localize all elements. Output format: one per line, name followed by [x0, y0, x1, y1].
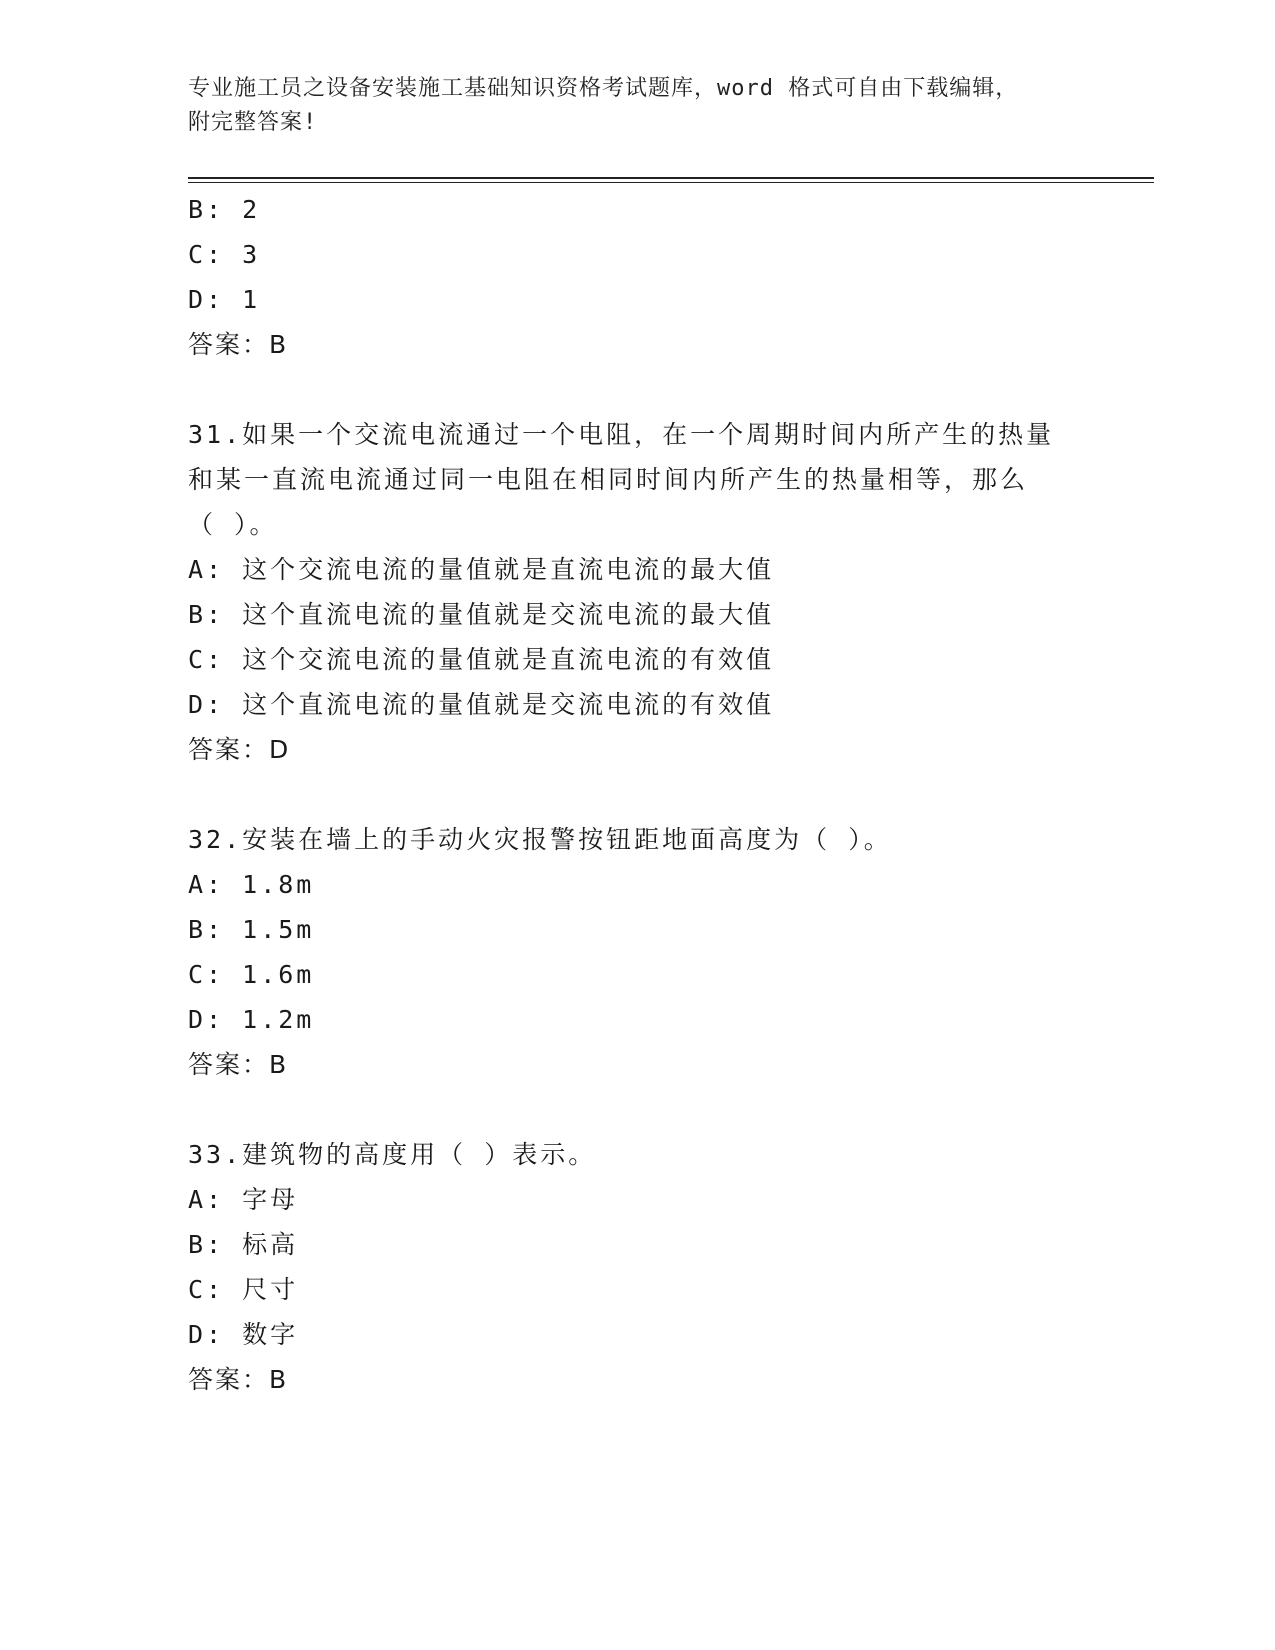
option-d: D: 1	[188, 285, 261, 314]
question-31-answer: 答案：D	[188, 735, 291, 764]
document-header	[188, 72, 1088, 140]
question-32-stem: 32.安装在墙上的手动火灾报警按钮距地面高度为（ ）。	[188, 825, 892, 854]
question-33-option-a: A: 字母	[188, 1185, 299, 1214]
question-33-stem: 33.建筑物的高度用（ ）表示。	[188, 1140, 597, 1169]
question-33-option-d: D: 数字	[188, 1320, 299, 1349]
option-b: B: 2	[188, 195, 261, 224]
question-33-option-c: C: 尺寸	[188, 1275, 299, 1304]
header-line-1: 专业施工员之设备安装施工基础知识资格考试题库，word 格式可自由下载编辑，	[188, 76, 1019, 101]
question-31-stem-line-2: 和某一直流电流通过同一电阻在相同时间内所产生的热量相等，那么	[188, 465, 1029, 494]
option-c: C: 3	[188, 240, 261, 269]
question-31-stem-line-3: （ ）。	[188, 510, 278, 539]
question-32-option-d: D: 1.2m	[188, 1005, 315, 1034]
question-32-answer: 答案：B	[188, 1050, 289, 1079]
header-divider-thin	[188, 182, 1154, 183]
question-31-option-b: B: 这个直流电流的量值就是交流电流的最大值	[188, 600, 775, 629]
header-divider-thick	[188, 177, 1154, 179]
question-31-option-c: C: 这个交流电流的量值就是直流电流的有效值	[188, 645, 775, 674]
answer-label: 答案：B	[188, 330, 289, 359]
question-31-option-a: A: 这个交流电流的量值就是直流电流的最大值	[188, 555, 775, 584]
question-32-option-c: C: 1.6m	[188, 960, 315, 989]
question-32-option-b: B: 1.5m	[188, 915, 315, 944]
question-31-option-d: D: 这个直流电流的量值就是交流电流的有效值	[188, 690, 775, 719]
question-32-option-a: A: 1.8m	[188, 870, 315, 899]
question-33-option-b: B: 标高	[188, 1230, 299, 1259]
header-line-2: 附完整答案!	[188, 110, 318, 135]
question-33-answer: 答案：B	[188, 1365, 289, 1394]
question-31-stem-line-1: 31.如果一个交流电流通过一个电阻，在一个周期时间内所产生的热量	[188, 420, 1055, 449]
